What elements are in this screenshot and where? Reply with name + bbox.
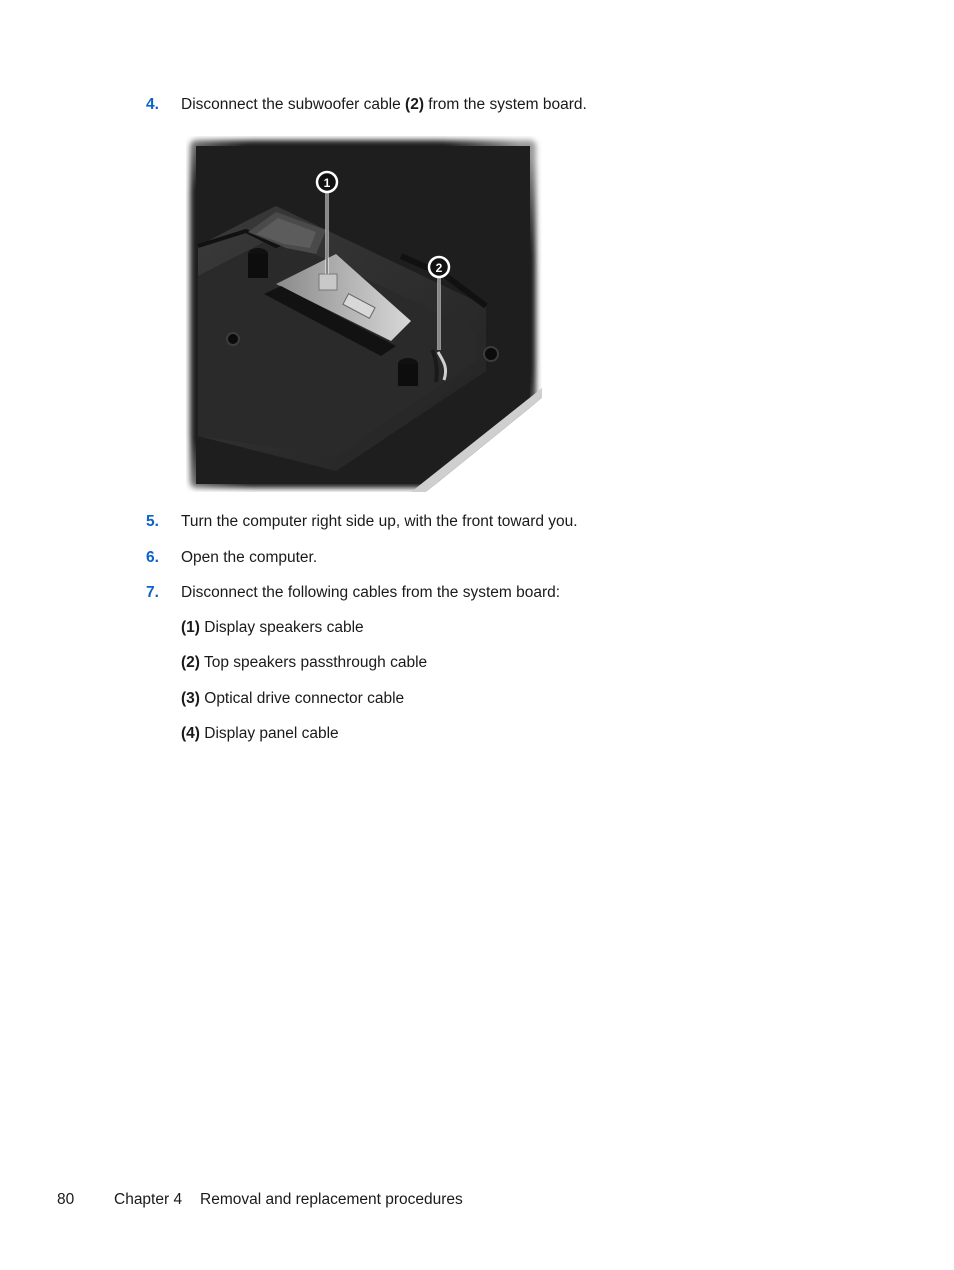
- callout-ref: (2): [405, 96, 424, 113]
- callout-1-label: 1: [323, 176, 331, 190]
- cable-id: (3): [181, 690, 200, 707]
- step-text: Turn the computer right side up, with the front toward you.: [181, 513, 578, 530]
- cable-id: (4): [181, 725, 200, 742]
- step-number: 6.: [146, 549, 159, 566]
- step-text: Disconnect the following cables from the system board:: [181, 584, 561, 601]
- cable-id: (2): [181, 654, 200, 671]
- step-text: Disconnect the subwoofer cable: [181, 96, 406, 113]
- cable-label: Optical drive connector cable: [199, 690, 405, 707]
- step-5: [146, 512, 578, 532]
- footer-chapter: Chapter 4: [114, 1191, 183, 1208]
- step-text: Open the computer.: [181, 549, 318, 566]
- footer-chapter-title: Removal and replacement procedures: [200, 1191, 463, 1208]
- page-number: 80: [57, 1191, 75, 1208]
- cable-item-3: [181, 689, 404, 709]
- step-4: [146, 95, 587, 115]
- step-6: [146, 548, 317, 568]
- cable-label: Display speakers cable: [199, 619, 364, 636]
- callout-2-label: 2: [435, 261, 443, 275]
- step-number: 4.: [146, 96, 159, 113]
- cable-item-1: [181, 618, 364, 638]
- cable-id: (1): [181, 619, 200, 636]
- cable-label: Display panel cable: [199, 725, 339, 742]
- step-number: 7.: [146, 584, 159, 601]
- subwoofer-cable-photo: [186, 136, 542, 492]
- cable-item-4: [181, 724, 339, 744]
- step-text-end: from the system board.: [423, 96, 587, 113]
- cable-label: Top speakers passthrough cable: [199, 654, 428, 671]
- step-7: [146, 583, 560, 603]
- cable-item-2: [181, 653, 427, 673]
- step-number: 5.: [146, 513, 159, 530]
